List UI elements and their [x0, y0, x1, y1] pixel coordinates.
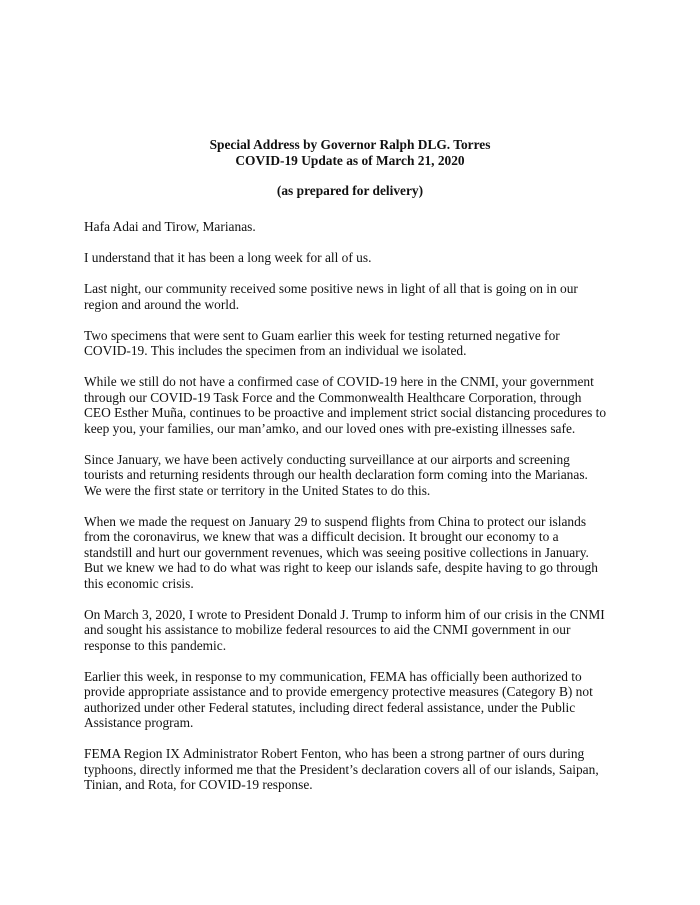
paragraph-line: response to this pandemic. [84, 637, 227, 653]
paragraph [84, 328, 629, 359]
paragraph-line: We were the first state or territory in the United States to do this. [84, 482, 431, 498]
paragraph-line: provide appropriate assistance and to provide emergency protective measures (Category B) not [84, 684, 593, 699]
title-line: Special Address by Governor Ralph DLG. Torres [209, 137, 491, 152]
paragraph-line: FEMA Region IX Administrator Robert Fenton, who has been a strong partner of ours during [84, 746, 585, 761]
paragraph-line: through our COVID-19 Task Force and the Commonwealth Healthcare Corporation, through [84, 389, 582, 405]
paragraph-line: On March 3, 2020, I wrote to President Donald J. Trump to inform him of our crisis in the CNMI [84, 606, 605, 622]
paragraph-line: region and around the world. [84, 296, 240, 312]
paragraph [84, 374, 629, 436]
paragraph [84, 746, 629, 793]
paragraph-line: from the coronavirus, we knew that was a difficult decision. It brought our economy to a [84, 529, 559, 544]
paragraph-line: this economic crisis. [84, 575, 194, 591]
document-title [0, 137, 700, 168]
paragraph-line: Earlier this week, in response to my communication, FEMA has officially been authorized to [84, 668, 582, 684]
paragraph-line: While we still do not have a confirmed case of COVID-19 here in the CNMI, your government [84, 374, 594, 389]
paragraph-line: When we made the request on January 29 to suspend flights from China to protect our islands [84, 513, 587, 529]
paragraph-line: tourists and returning residents through our health declaration form coming into the Marianas. [84, 467, 588, 482]
paragraph-line: standstill and hurt our government revenues, which was seeing positive collections in January. [84, 544, 589, 560]
paragraph [84, 281, 629, 312]
paragraph-line: keep you, your families, our man’amko, and our loved ones with pre-existing illnesses safe. [84, 420, 576, 436]
paragraph [84, 452, 629, 499]
document-body [84, 219, 629, 808]
paragraph-line: I understand that it has been a long week for all of us. [84, 250, 372, 265]
paragraph-line: authorized under other Federal statutes, including direct federal assistance, under the Public [84, 699, 576, 715]
paragraph-line: Hafa Adai and Tirow, Marianas. [84, 219, 256, 234]
paragraph-line: Assistance program. [84, 715, 194, 730]
paragraph-line: typhoons, directly informed me that the President’s declaration covers all of our islands, Saipan, [84, 761, 599, 777]
paragraph-line: Since January, we have been actively conducting surveillance at our airports and screening [84, 451, 570, 467]
paragraph-line: and sought his assistance to mobilize federal resources to aid the CNMI government in our [84, 622, 571, 637]
paragraph [84, 607, 629, 654]
title-line: COVID-19 Update as of March 21, 2020 [235, 152, 465, 168]
paragraph-line: Two specimens that were sent to Guam earlier this week for testing returned negative for [84, 327, 560, 343]
paragraph [84, 250, 629, 266]
paragraph-line: But we knew we had to do what was right to keep our islands safe, despite having to go through [84, 560, 598, 575]
paragraph [84, 669, 629, 731]
paragraph-line: Tinian, and Rota, for COVID-19 response. [84, 777, 313, 792]
paragraph-line: CEO Esther Muña, continues to be proactive and implement strict social distancing procedures to [84, 405, 607, 420]
paragraph-line: Last night, our community received some positive news in light of all that is going on in our [84, 281, 578, 296]
paragraph [84, 514, 629, 592]
document-subtitle: (as prepared for delivery) [276, 183, 424, 198]
paragraph [84, 219, 629, 235]
paragraph-line: COVID-19. This includes the specimen from an individual we isolated. [84, 343, 467, 358]
